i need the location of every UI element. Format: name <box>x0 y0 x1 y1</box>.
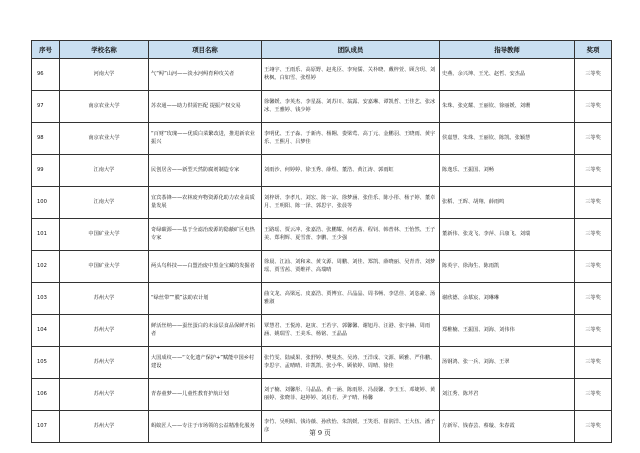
award-table <box>31 40 612 443</box>
cell-number: 103 <box>32 283 60 315</box>
cell-members: 曲文龙、高梁远、皮嘉浩、贾博宜、吕晶晶、周书畅、李思佳、刘恣豪、汤雅淑 <box>262 283 440 315</box>
cell-members: 刘子楠、刘馨彤、马晶晶、黄一涵、陈雨彤、冯晨馨、李玉玉、邓婕婷、黄丽婷、张晓菲、赵婷婷、刘启若、尹子晴、杨馨 <box>262 379 440 411</box>
cell-teachers: 刘江秀、陈芹君 <box>440 379 575 411</box>
cell-number: 106 <box>32 379 60 411</box>
cell-award: 三等奖 <box>575 91 612 123</box>
cell-members: 张竹雯、陆威果、张舒婷、樊曼杰、吴涛、王洋成、文源、顾雅、严伟鹏、李思宇、孟晴晴、许凯凯、张小华、顾依婷、周晴、徐佳 <box>262 347 440 379</box>
cell-school: 苏州大学 <box>60 347 149 379</box>
cell-teachers: 侯嘉慧、朱珠、王丽钦、陈凯、张颖慧 <box>440 123 575 155</box>
cell-project: 宜宾茶锋——农林废弃物资源化助力农业高质量发展 <box>149 187 262 219</box>
page-number: 第 9 页 <box>309 429 331 437</box>
cell-teachers: 陈逸乐、王振国、刘畅 <box>440 155 575 187</box>
table-row <box>32 91 612 123</box>
table-row <box>32 379 612 411</box>
table-row <box>32 219 612 251</box>
table-row <box>32 347 612 379</box>
cell-award: 三等奖 <box>575 411 612 443</box>
cell-project: 蚂蚁匠人——专注于市场领的公益精准化服务 <box>149 411 262 443</box>
cell-teachers: 朱珠、张克耀、王丽钦、徐丽媛、刘珊 <box>440 91 575 123</box>
cell-project: 奇绿碳源——基于全滤治废源的隐蔽矿区电热专家 <box>149 219 262 251</box>
cell-award: 三等奖 <box>575 59 612 91</box>
cell-number: 105 <box>32 347 60 379</box>
cell-teachers: 张稻、王晖、胡翔、薛雨鸣 <box>440 187 575 219</box>
cell-teachers: 陈英宇、徐海生、陈雨凯 <box>440 251 575 283</box>
cell-school: 苏州大学 <box>60 315 149 347</box>
cell-project: 苏农通——助力供需匹配 提振产权交易 <box>149 91 262 123</box>
cell-number: 107 <box>32 411 60 443</box>
cell-school: 江南大学 <box>60 155 149 187</box>
header-project: 项目名称 <box>149 41 262 59</box>
cell-school: 河南大学 <box>60 59 149 91</box>
table-row <box>32 155 612 187</box>
cell-school: 中国矿业大学 <box>60 219 149 251</box>
cell-number: 96 <box>32 59 60 91</box>
cell-award: 三等奖 <box>575 347 612 379</box>
cell-project: “绿丝带”“膜”法助农计划 <box>149 283 262 315</box>
cell-award: 三等奖 <box>575 219 612 251</box>
cell-award: 三等奖 <box>575 251 612 283</box>
cell-award: 三等奖 <box>575 283 612 315</box>
cell-members: 徐馨媛、李英杰、李星磊、刘苏川、翁露、安嘉琳、谭凯哲、王佳艺、张冰冰、王雅婷、钱少婷 <box>262 91 440 123</box>
cell-school: 南京农业大学 <box>60 123 149 155</box>
header-teachers: 指导教师 <box>440 41 575 59</box>
cell-project: 气“鲟”山河——淡水河鲟育种攻关者 <box>149 59 262 91</box>
cell-school: 苏州大学 <box>60 283 149 315</box>
cell-school: 苏州大学 <box>60 379 149 411</box>
cell-teachers: 方新军、钱春芸、蔡璇、朱春霞 <box>440 411 575 443</box>
table-row <box>32 187 612 219</box>
cell-number: 102 <box>32 251 60 283</box>
header-award: 奖项 <box>575 41 612 59</box>
cell-members: 覃慧君、王悦涛、赵寅、王若宇、郭馨馨、谢旭丹、汪港、张宇赫、周雨涵、姚瑞雪、王美禾、杨铭、王晶晶 <box>262 315 440 347</box>
cell-project: 民创居舍——新型天然防腐剂制造专家 <box>149 155 262 187</box>
cell-teachers: 郑稚楠、王振国、刘海、刘伟伟 <box>440 315 575 347</box>
award-table-page <box>31 40 611 443</box>
header-members: 团队成员 <box>262 41 440 59</box>
table-row <box>32 283 612 315</box>
table-row <box>32 251 612 283</box>
cell-members: 王路瑶、贾云冲、张嘉浩、张鹏耀、何若茜、程钊、韩普林、王怡然、王子美、郑利辉、夏雪蕾、李鹏、王少强 <box>262 219 440 251</box>
cell-number: 99 <box>32 155 60 187</box>
table-row <box>32 123 612 155</box>
cell-members: 徐晨、江汕、刘和来、黄文源、周鹏、刘佳、郑凯、薛晓丽、吴青青、刘梦瑶、贾雪茜、贾维祥、高瑞晴 <box>262 251 440 283</box>
cell-award: 三等奖 <box>575 187 612 219</box>
cell-project: 两头鸟科技——白盟治废中黑金宝藏的发掘者 <box>149 251 262 283</box>
cell-members: 刘雨沙、何婷婷、徐玉秀、薛煜、董浩、黄江涛、郭雨虹 <box>262 155 440 187</box>
cell-members: 刘梓妍、李孝凡、刘宏、陈一凉、徐梦涵、张佳乐、陈小彤、杨子婷、董卓月、王明阳、陈一泽、郭思宇、张晨等 <box>262 187 440 219</box>
cell-number: 104 <box>32 315 60 347</box>
cell-school: 中国矿业大学 <box>60 251 149 283</box>
cell-members: 李明优、王子淼、于新冉、杨翱、娄梁莺、高丁元、金鹏羽、王晓雨、黄宇乐、王熙月、吕梦佳 <box>262 123 440 155</box>
cell-school: 苏州大学 <box>60 411 149 443</box>
cell-teachers: 董新伟、张龙飞、李萍、吕康飞、刘瑞 <box>440 219 575 251</box>
cell-project: 鲜活丝纳——蚕丝蛋白的未涂层食品保鲜开拓者 <box>149 315 262 347</box>
cell-award: 三等奖 <box>575 379 612 411</box>
cell-school: 南京农业大学 <box>60 91 149 123</box>
cell-teachers: 汤钢鸿、张一兵、刘海、王翠 <box>440 347 575 379</box>
cell-number: 101 <box>32 219 60 251</box>
header-number: 序号 <box>32 41 60 59</box>
cell-award: 三等奖 <box>575 315 612 347</box>
header-school: 学校名称 <box>60 41 149 59</box>
cell-award: 三等奖 <box>575 155 612 187</box>
cell-project: 青春童梦——儿童性教育护航计划 <box>149 379 262 411</box>
table-row <box>32 59 612 91</box>
cell-teachers: 谢欣德、余慕宸、刘琳琳 <box>440 283 575 315</box>
cell-number: 98 <box>32 123 60 155</box>
cell-members: 王翊宇、王雨乐、高原野、赵兆臣、李宛儒、关朴晓、戴梓萱、顾含玥、刘秋枫、白如雪、张煜婷 <box>262 59 440 91</box>
cell-teachers: 史燕、余兴坤、王光、赵哲、安杰晶 <box>440 59 575 91</box>
cell-number: 97 <box>32 91 60 123</box>
cell-award: 三等奖 <box>575 123 612 155</box>
table-header-row <box>32 41 612 59</box>
table-row <box>32 315 612 347</box>
cell-number: 100 <box>32 187 60 219</box>
cell-project: “百财”玫瑰——优质白菜繁改进，推进新农业振兴 <box>149 123 262 155</box>
cell-school: 江南大学 <box>60 187 149 219</box>
cell-project: 大国成纹——“文化遗产保护+”赋能中国乡村建设 <box>149 347 262 379</box>
cell-members: 李竹、吴明昭、钱诗薇、孙欣怡、朱凯媛、王笑语、崔润洋、王大伍、潘子彦 <box>262 411 440 443</box>
